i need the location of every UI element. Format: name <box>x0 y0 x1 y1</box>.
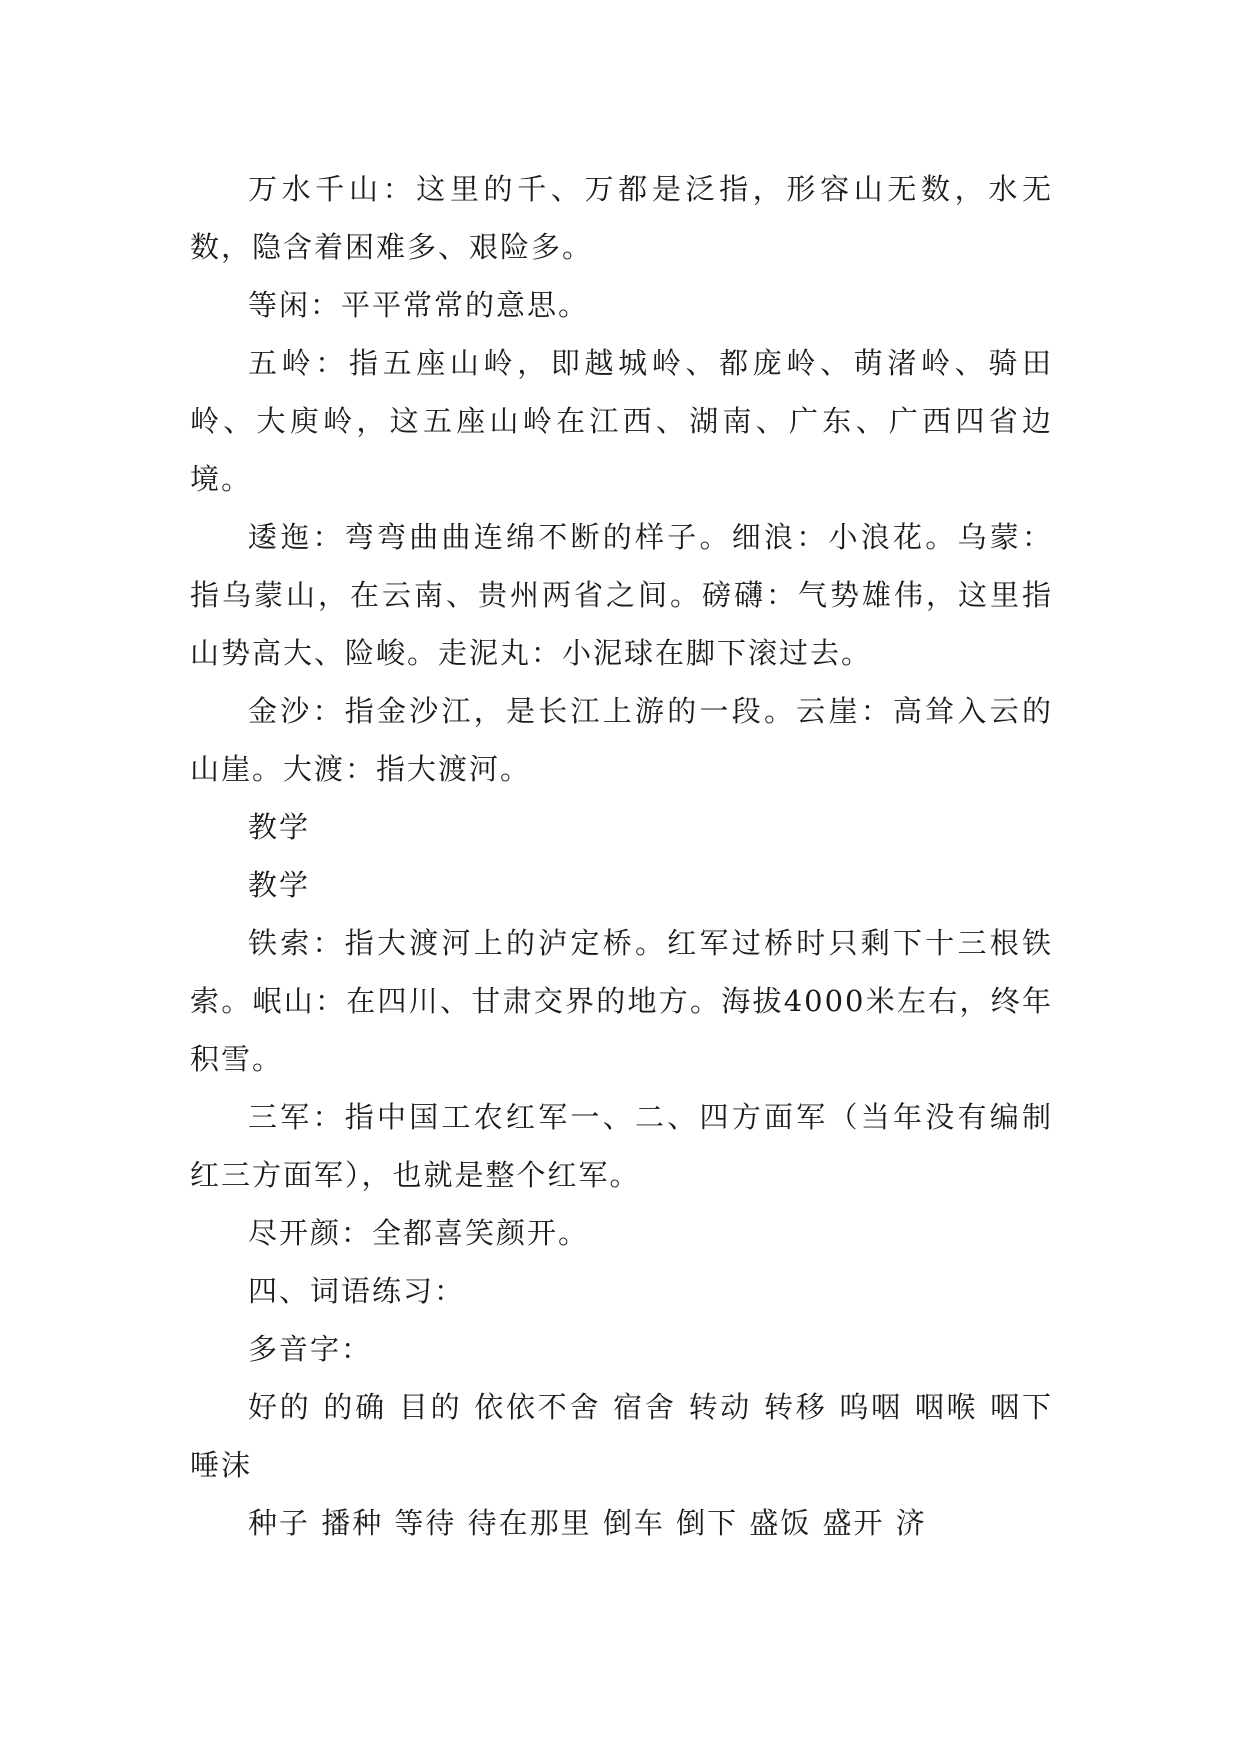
paragraph-jinsha: 金沙：指金沙江，是长江上游的一段。云崖：高耸入云的山崖。大渡：指大渡河。 <box>190 694 1053 786</box>
paragraph-jinkaiyan: 尽开颜：全都喜笑颜开。 <box>248 1216 590 1250</box>
section-heading-word-practice: 四、词语练习： <box>248 1274 466 1308</box>
paragraph-tiesuo: 铁索：指大渡河上的泸定桥。红军过桥时只剩下十三根铁索。岷山：在四川、甘肃交界的地方。海拔4000米左右，终年积雪。 <box>190 926 1053 1076</box>
paragraph-wuling: 五岭：指五座山岭，即越城岭、都庞岭、萌渚岭、骑田岭、大庾岭，这五座山岭在江西、湖南、广东、广西四省边境。 <box>190 346 1053 496</box>
paragraph-sanjun: 三军：指中国工农红军一、二、四方面军（当年没有编制红三方面军），也就是整个红军。 <box>190 1100 1053 1192</box>
paragraph-jiaoxue-2: 教学 <box>248 868 311 902</box>
paragraph-wanshui: 万水千山：这里的千、万都是泛指，形容山无数，水无数，隐含着困难多、艰险多。 <box>190 172 1053 264</box>
word-list-1: 好的 的确 目的 依依不舍 宿舍 转动 转移 呜咽 咽喉 咽下唾沫 <box>190 1390 1053 1482</box>
document-body <box>190 160 1053 1552</box>
word-list-2: 种子 播种 等待 待在那里 倒车 倒下 盛饭 盛开 济 <box>248 1506 927 1540</box>
subheading-polyphonic: 多音字： <box>248 1332 373 1366</box>
paragraph-dengxian: 等闲：平平常常的意思。 <box>248 288 590 322</box>
paragraph-weiyi: 逶迤：弯弯曲曲连绵不断的样子。细浪：小浪花。乌蒙：指乌蒙山，在云南、贵州两省之间。磅礴：气势雄伟，这里指山势高大、险峻。走泥丸：小泥球在脚下滚过去。 <box>190 520 1053 670</box>
paragraph-jiaoxue-1: 教学 <box>248 810 311 844</box>
